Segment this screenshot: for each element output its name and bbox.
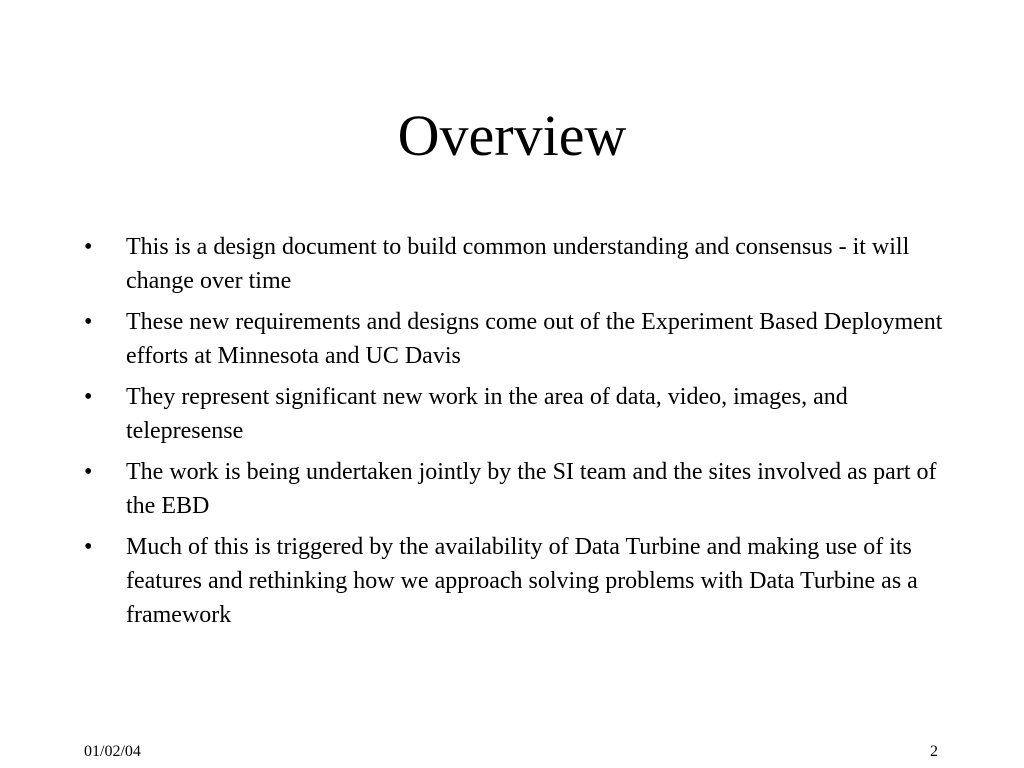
bullet-list	[84, 230, 954, 639]
bullet-icon: •	[84, 459, 93, 485]
slide-title: Overview	[397, 103, 627, 168]
page-number: 2	[930, 743, 938, 760]
list-item	[84, 230, 954, 298]
list-item	[84, 530, 954, 632]
list-item	[84, 380, 954, 448]
list-item	[84, 305, 954, 373]
footer-date: 01/02/04	[84, 743, 141, 760]
bullet-text: These new requirements and designs come out of the Experiment Based Deployment efforts at Minnesota and UC Davis	[126, 309, 943, 369]
bullet-icon: •	[84, 234, 93, 260]
bullet-icon: •	[84, 534, 93, 560]
bullet-icon: •	[84, 309, 93, 335]
bullet-icon: •	[84, 384, 93, 410]
bullet-text: This is a design document to build common understanding and consensus - it will change over time	[126, 234, 910, 294]
bullet-text: Much of this is triggered by the availability of Data Turbine and making use of its features and rethinking how we approach solving problems with Data Turbine as a framework	[126, 534, 918, 628]
bullet-text: They represent significant new work in the area of data, video, images, and telepresense	[126, 384, 848, 444]
list-item	[84, 455, 954, 523]
bullet-text: The work is being undertaken jointly by the SI team and the sites involved as part of the EBD	[126, 459, 937, 519]
